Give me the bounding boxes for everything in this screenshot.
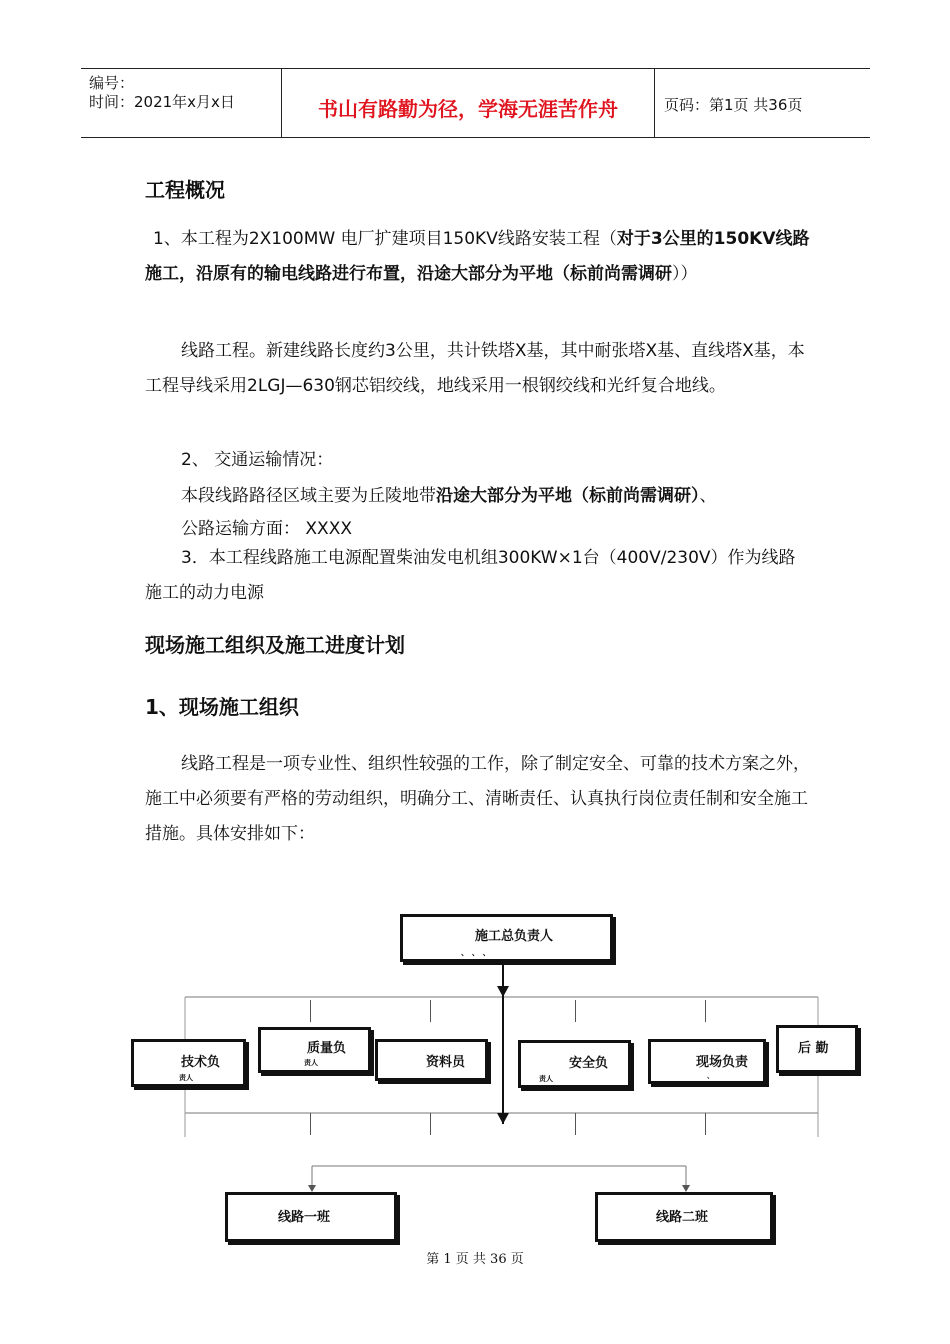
paragraph-transport-heading: 2、 交通运输情况： [181, 450, 334, 470]
paragraph-organization-intro: 线路工程是一项专业性、组织性较强的工作，除了制定安全、可靠的技术方案之外，施工中必须要有严格的劳动组织，明确分工、清晰责任、认真执行岗位责任制和安全施工措施。具体安排如下： [145, 754, 810, 844]
org-box-sublabel: 责人 [304, 1058, 318, 1067]
org-box-label: 技术负 [181, 1055, 221, 1070]
page-number: 页码：第1页 共36页 [664, 96, 803, 114]
org-box-safety-lead [518, 1040, 631, 1088]
connector-tick [430, 1000, 431, 1022]
connector-tick [575, 1000, 576, 1022]
org-box-sublabel: 、 [707, 1071, 714, 1080]
connector-tick [310, 1000, 311, 1022]
org-box-sublabel: 、 、 、 [461, 947, 491, 957]
document-date: 时间：2021年x月x日 [89, 93, 235, 111]
org-box-label: 后 勤 [798, 1041, 829, 1056]
org-box-label: 现场负责 [696, 1055, 749, 1070]
connector-tick [705, 1113, 706, 1135]
org-box-line-team-1 [225, 1192, 397, 1242]
org-box-sublabel: 责人 [539, 1074, 553, 1083]
org-box-site-lead [648, 1039, 766, 1084]
connector-tick [310, 1113, 311, 1135]
org-box-label: 施工总负责人 [475, 929, 554, 944]
motto: 书山有路勤为径，学海无涯苦作舟 [318, 97, 618, 121]
paragraph-road-transport: 公路运输方面： XXXX [181, 519, 352, 539]
page-footer: 第 1 页 共 36 页 [426, 1252, 524, 1267]
org-box-label: 线路一班 [278, 1210, 331, 1225]
intro-end-text: ）） [672, 264, 698, 284]
org-box-general-manager [400, 914, 613, 962]
subsection-title-site-organization: 1、现场施工组织 [145, 695, 299, 719]
org-box-logistics [776, 1025, 858, 1073]
paragraph-power-source: 3．本工程线路施工电源配置柴油发电机组300KW×1台（400V/230V）作为线路施工的动力电源 [145, 548, 796, 603]
org-box-sublabel: 责人 [179, 1073, 193, 1082]
org-box-quality-lead [258, 1027, 371, 1073]
document-code: 编号： [89, 74, 135, 92]
route-end-text: 、 [699, 486, 717, 506]
connector-tick [430, 1113, 431, 1135]
section-title-overview: 工程概况 [145, 178, 225, 202]
org-box-line-team-2 [595, 1192, 773, 1242]
org-box-document-clerk [375, 1039, 488, 1081]
section-title-organization: 现场施工组织及施工进度计划 [145, 633, 405, 657]
paragraph-line-project: 线路工程。新建线路长度约3公里，共计铁塔X基，其中耐张塔X基、直线塔X基，本工程导线采用2LGJ—630钢芯铝绞线，地线采用一根钢绞线和光纤复合地线。 [145, 341, 805, 396]
org-box-technical-lead [131, 1039, 246, 1087]
intro-bold-text: 对于3公里的150KV线路施工，沿原有的输电线路进行布置，沿途大部分为平地（标前尚需调研 [145, 229, 810, 284]
connector-tick [705, 1000, 706, 1022]
intro-text: 1、本工程为2X100MW 电厂扩建项目150KV线路安装工程（ [153, 229, 617, 249]
org-box-label: 线路二班 [656, 1210, 709, 1225]
org-box-label: 资料员 [426, 1055, 466, 1070]
org-box-label: 质量负 [307, 1041, 347, 1056]
route-bold-text: 沿途大部分为平地（标前尚需调研） [436, 486, 700, 506]
route-text: 本段线路路径区域主要为丘陵地带 [181, 486, 436, 506]
org-box-label: 安全负 [569, 1056, 609, 1071]
connector-tick [575, 1113, 576, 1135]
